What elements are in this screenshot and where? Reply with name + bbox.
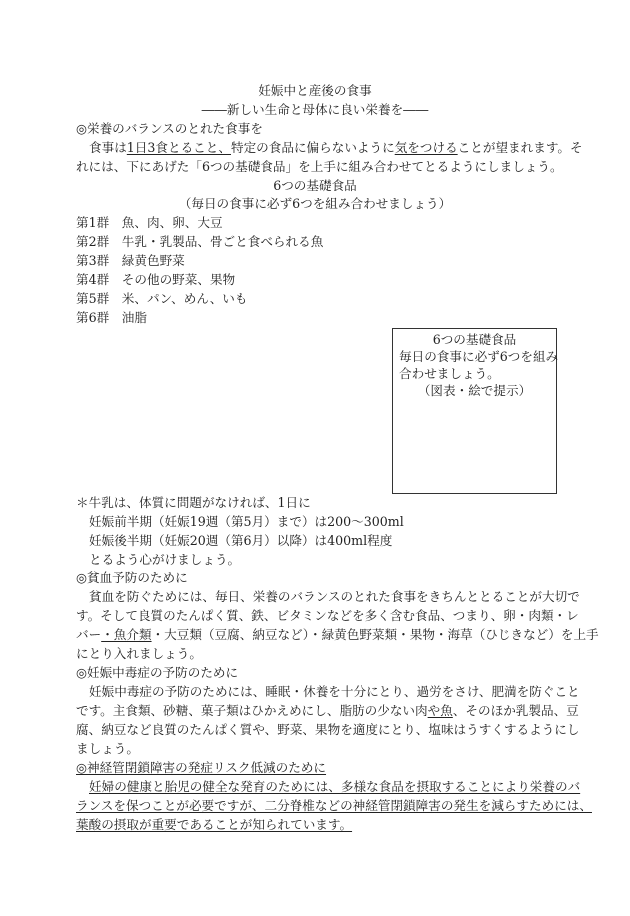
box-text: 毎日の食事に必ず6つを組み (399, 349, 559, 364)
paragraph-line: 腐、納豆など良質のたんぱく質や、野菜、果物を適度にとり、塩味はうすくするようにし (76, 722, 580, 737)
section-heading: ◎妊娠中毒症の予防のために (76, 665, 239, 680)
paragraph-line (76, 779, 581, 795)
section-heading: ◎栄養のバランスのとれた食事を (76, 121, 263, 136)
box-note: （図表・絵で提示） (417, 383, 532, 398)
milk-note: 妊娠後半期（妊娠20週（第6月）以降）は400ml程度 (89, 533, 393, 548)
milk-note: とるよう心がけましょう。 (89, 552, 241, 567)
food-group: 第4群 その他の野菜、果物 (76, 272, 236, 287)
paragraph-line: れには、下にあげた「6つの基礎食品」を上手に組み合わせてとるようにしましょう。 (76, 159, 563, 174)
list-title: 6つの基礎食品 (273, 178, 357, 193)
underlined-text: や魚 (427, 703, 453, 718)
text: ・大豆類（豆腐、納豆など）・緑黄色野菜類・果物・海草（ひじきなど）を上手 (151, 627, 599, 642)
underlined-text: 1日3食とること、 (126, 140, 231, 155)
food-group: 第2群 牛乳・乳製品、骨ごと食べられる魚 (76, 234, 324, 249)
food-group: 第1群 魚、肉、卵、大豆 (76, 215, 223, 230)
text: 食事は (89, 140, 127, 155)
text: です。主食類、砂糖、菓子類はひかえめにし、脂肪の少ない肉 (76, 703, 428, 718)
underlined-text: 妊婦の健康と胎児の健全な発育のためには、多様な食品を摂取することにより栄養のバ (89, 779, 581, 794)
doc-title: 妊娠中と産後の食事 (258, 83, 372, 98)
text: バー (76, 627, 102, 642)
paragraph-line: ましょう。 (76, 741, 139, 756)
paragraph-line (76, 703, 579, 719)
underlined-text: 気をつける (394, 140, 458, 155)
paragraph-line: 貧血を防ぐためには、毎日、栄養のバランスのとれた食事をきちんととることが大切で (89, 589, 580, 604)
text: 特定の食品に偏らないように (230, 140, 395, 155)
list-subtitle: （毎日の食事に必ず6つを組み合わせましょう） (178, 196, 452, 211)
box-title: 6つの基礎食品 (432, 332, 517, 347)
food-group: 第6群 油脂 (76, 310, 147, 325)
figure-placeholder-box (392, 328, 557, 494)
paragraph-line (76, 627, 599, 643)
milk-note: ＊牛乳は、体質に問題がなければ、1日に (76, 495, 311, 510)
section-heading: ◎貧血予防のために (76, 570, 188, 585)
text: ことが望まれます。そ (457, 140, 583, 155)
section-heading (76, 760, 326, 776)
paragraph-line: す。そして良質のたんぱく質、鉄、ビタミンなどを多く含む食品、つまり、卵・肉類・レ (76, 608, 579, 623)
text: 、そのほか乳製品、豆 (452, 703, 579, 718)
paragraph-line: にとり入れましょう。 (76, 646, 202, 661)
milk-note: 妊娠前半期（妊娠19週（第5月）まで）は200～300ml (89, 514, 404, 529)
paragraph-line: 葉酸の摂取が重要であることが知られています。 (76, 817, 353, 832)
paragraph-line: 妊娠中毒症の予防のためには、睡眠・休養を十分にとり、過労をさけ、肥満を防ぐこと (89, 684, 580, 699)
paragraph-line (89, 140, 583, 156)
doc-subtitle: ――新しい生命と母体に良い栄養を―― (201, 102, 429, 117)
underlined-text: ◎神経管閉鎖障害の発症リスク低減のために (76, 760, 327, 775)
food-group: 第5群 米、パン、めん、いも (76, 291, 248, 306)
underlined-text: ・魚介類 (101, 627, 152, 642)
paragraph-line: ランスを保つことが必要ですが、二分脊椎などの神経管閉鎖障害の発生を減らすためには、 (76, 798, 592, 813)
box-text: 合わせましょう。 (399, 366, 500, 381)
food-group: 第3群 緑黄色野菜 (76, 253, 185, 268)
